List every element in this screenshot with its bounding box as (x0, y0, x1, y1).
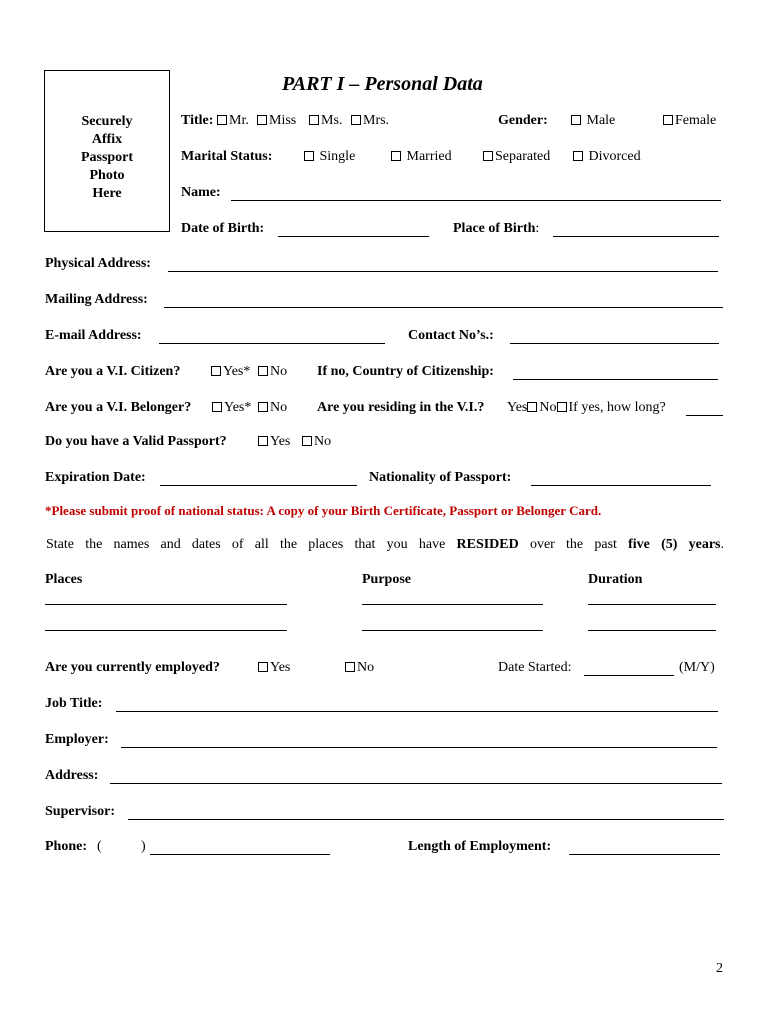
gender-label: Gender: (498, 113, 548, 128)
physical-address-field[interactable] (168, 271, 718, 272)
checkbox-icon[interactable] (663, 115, 673, 125)
checkbox-icon[interactable] (573, 151, 583, 161)
employer-label: Employer: (45, 732, 109, 747)
title-option-ms[interactable]: Ms. (309, 113, 342, 129)
marital-option-separated[interactable]: Separated (483, 149, 550, 165)
marital-option-single[interactable]: Single (304, 149, 355, 165)
belonger-yes-option[interactable]: Yes* (212, 400, 251, 416)
passport-photo-box (44, 70, 170, 232)
email-field[interactable] (159, 343, 385, 344)
name-field[interactable] (231, 200, 721, 201)
marital-option-married[interactable]: Married (391, 149, 452, 165)
passport-label: Do you have a Valid Passport? (45, 434, 227, 449)
title-option-miss[interactable]: Miss (257, 113, 296, 129)
employed-yes-option[interactable]: Yes (258, 660, 290, 676)
employer-field[interactable] (121, 747, 717, 748)
phone-label: Phone: (45, 839, 87, 854)
country-citizenship-label: If no, Country of Citizenship: (317, 364, 494, 379)
checkbox-icon[interactable] (571, 115, 581, 125)
checkbox-icon[interactable] (527, 402, 537, 412)
citizen-no-option[interactable]: No (258, 364, 287, 380)
column-duration: Duration (588, 572, 643, 587)
mailing-address-field[interactable] (164, 307, 723, 308)
date-started-label: Date Started: (498, 660, 572, 675)
length-employment-field[interactable] (569, 854, 720, 855)
checkbox-icon[interactable] (557, 402, 567, 412)
proof-notice: *Please submit proof of national status: A copy of your Birth Certificate, Passport or Belonger Card. (45, 503, 602, 518)
gender-option-female[interactable]: Female (663, 113, 716, 129)
pob-label: Place of Birth: (453, 221, 540, 236)
checkbox-icon[interactable] (258, 402, 268, 412)
date-started-field[interactable] (584, 675, 674, 676)
marital-option-divorced[interactable]: Divorced (573, 149, 641, 165)
name-label: Name: (181, 185, 221, 200)
title-label: Title: (181, 113, 214, 128)
employer-address-field[interactable] (110, 783, 722, 784)
passport-no-option[interactable]: No (302, 434, 331, 450)
gender-option-male[interactable]: Male (571, 113, 615, 129)
physical-address-label: Physical Address: (45, 256, 151, 271)
checkbox-icon[interactable] (304, 151, 314, 161)
duration-field-2[interactable] (588, 630, 716, 631)
checkbox-icon[interactable] (258, 662, 268, 672)
job-title-field[interactable] (116, 711, 718, 712)
phone-close-paren: ) (141, 839, 146, 854)
checkbox-icon[interactable] (211, 366, 221, 376)
residing-label: Are you residing in the V.I.? (317, 400, 485, 415)
checkbox-icon[interactable] (345, 662, 355, 672)
dob-field[interactable] (278, 236, 429, 237)
citizen-yes-option[interactable]: Yes* (211, 364, 250, 380)
column-places: Places (45, 572, 83, 587)
length-employment-label: Length of Employment: (408, 839, 552, 854)
page-title: PART I – Personal Data (282, 73, 483, 95)
employed-label: Are you currently employed? (45, 660, 220, 675)
checkbox-icon[interactable] (258, 366, 268, 376)
contact-field[interactable] (510, 343, 719, 344)
citizen-label: Are you a V.I. Citizen? (45, 364, 181, 379)
date-format-hint: (M/Y) (679, 660, 715, 675)
phone-number-field[interactable] (150, 854, 330, 855)
checkbox-icon[interactable] (258, 436, 268, 446)
checkbox-icon[interactable] (351, 115, 361, 125)
mailing-address-label: Mailing Address: (45, 292, 148, 307)
purpose-field-1[interactable] (362, 604, 543, 605)
belonger-no-option[interactable]: No (258, 400, 287, 416)
pob-field[interactable] (553, 236, 719, 237)
nationality-field[interactable] (531, 485, 711, 486)
contact-label: Contact No’s.: (408, 328, 494, 343)
residing-options[interactable]: Yes No If yes, how long? (507, 400, 666, 415)
employer-address-label: Address: (45, 768, 99, 783)
supervisor-label: Supervisor: (45, 804, 115, 819)
checkbox-icon[interactable] (217, 115, 227, 125)
expiration-label: Expiration Date: (45, 470, 146, 485)
places-field-2[interactable] (45, 630, 287, 631)
column-purpose: Purpose (362, 572, 411, 587)
checkbox-icon[interactable] (483, 151, 493, 161)
email-label: E-mail Address: (45, 328, 142, 343)
purpose-field-2[interactable] (362, 630, 543, 631)
title-option-mr[interactable]: Mr. (217, 113, 249, 129)
checkbox-icon[interactable] (391, 151, 401, 161)
expiration-field[interactable] (160, 485, 357, 486)
photo-box-text: Securely Affix Passport Photo Here (80, 114, 134, 201)
employed-no-option[interactable]: No (345, 660, 374, 676)
country-citizenship-field[interactable] (513, 379, 718, 380)
passport-yes-option[interactable]: Yes (258, 434, 290, 450)
how-long-field[interactable] (686, 415, 723, 416)
places-field-1[interactable] (45, 604, 287, 605)
checkbox-icon[interactable] (302, 436, 312, 446)
marital-status-label: Marital Status: (181, 149, 273, 164)
checkbox-icon[interactable] (257, 115, 267, 125)
nationality-label: Nationality of Passport: (369, 470, 512, 485)
duration-field-1[interactable] (588, 604, 716, 605)
page-number: 2 (716, 961, 723, 976)
residence-statement: State the names and dates of all the places that you have RESIDED over the past five (5) years. (46, 537, 725, 552)
dob-label: Date of Birth: (181, 221, 265, 236)
phone-open-paren: ( (97, 839, 102, 854)
checkbox-icon[interactable] (212, 402, 222, 412)
job-title-label: Job Title: (45, 696, 103, 711)
checkbox-icon[interactable] (309, 115, 319, 125)
supervisor-field[interactable] (128, 819, 724, 820)
title-option-mrs[interactable]: Mrs. (351, 113, 389, 129)
belonger-label: Are you a V.I. Belonger? (45, 400, 192, 415)
